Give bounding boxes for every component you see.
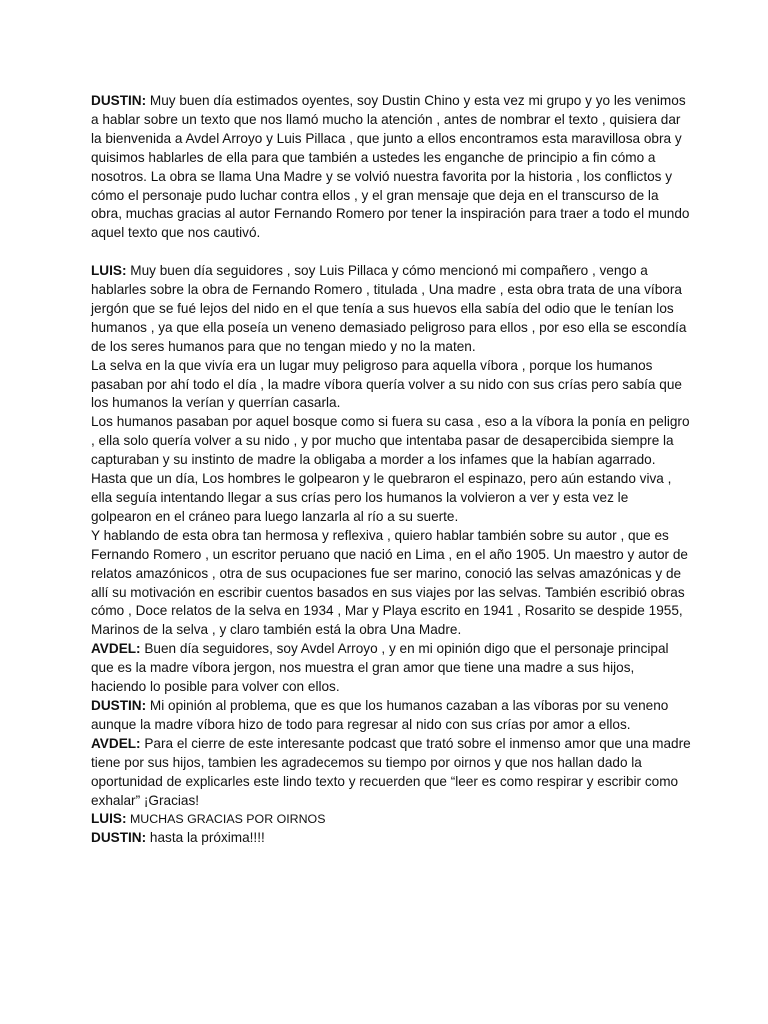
paragraph-humanos bbox=[91, 413, 691, 470]
paragraph-text: Hasta que un día, Los hombres le golpearon y le quebraron el espinazo, pero aún estando viva , ella seguía intentando llegar a sus crías pero los humanos la volvieron a ver y esta vez le golpearon en el cráneo para luego lanzarla al río a su suerte. bbox=[91, 471, 672, 524]
paragraph-selva bbox=[91, 357, 691, 414]
paragraph-text: Muy buen día estimados oyentes, soy Dustin Chino y esta vez mi grupo y yo les venimos a hablar sobre un texto que nos llamó mucho la atención , antes de nombrar el texto , quisiera dar la bienvenida a Avdel Arroyo y Luis Pillaca , que junto a ellos encontramos esta maravillosa obra y quisimos hablarles de ella para que también a ustedes les enganche de principio a fin cómo a nosotros. La obra se llama Una Madre y se volvió nuestra favorita por la historia , los conflictos y cómo el personaje pudo luchar contra ellos , y el gran mensaje que deja en el transcurso de la obra, muchas gracias al autor Fernando Romero por tener la inspiración para traer a todo el mundo aquel texto que nos cautivó. bbox=[91, 93, 690, 241]
paragraph-avdel-cierre bbox=[91, 735, 691, 811]
paragraph-text: hasta la próxima!!!! bbox=[146, 830, 265, 846]
speaker-label: LUIS: bbox=[91, 263, 127, 279]
speaker-label: DUSTIN: bbox=[91, 830, 147, 846]
paragraph-text: Muy buen día seguidores , soy Luis Pillaca y cómo mencionó mi compañero , vengo a hablarles sobre la obra de Fernando Romero , titulada , Una madre , esta obra trata de una víbora jergón que se fué lejos del nido en el que tenía a sus huevos ella sabía del odio que le tenían los humanos , ya que ella poseía un veneno demasiado peligroso para ellos , por eso ella se escondía de los seres humanos para que no tengan miedo y no la maten. bbox=[91, 263, 687, 354]
paragraph-text: MUCHAS GRACIAS POR OIRNOS bbox=[126, 812, 326, 827]
paragraph-text: Buen día seguidores, soy Avdel Arroyo , y en mi opinión digo que el personaje principal que es la madre víbora jergon, nos muestra el gran amor que tiene una madre a sus hijos, haciendo lo posible para volver con ellos. bbox=[91, 641, 669, 695]
paragraph-dustin-despedida bbox=[91, 829, 691, 848]
paragraph-autor bbox=[91, 527, 691, 640]
paragraph-avdel-opinion bbox=[91, 640, 691, 697]
paragraph-dustin-intro bbox=[91, 92, 691, 243]
paragraph-luis-gracias bbox=[91, 810, 691, 829]
speaker-label: AVDEL: bbox=[91, 735, 141, 751]
paragraph-text: Mi opinión al problema, que es que los humanos cazaban a las víboras por su veneno aunque la madre víbora hizo de todo para regresar al nido con sus crías por amor a ellos. bbox=[91, 697, 669, 732]
paragraph-text: Para el cierre de este interesante podcast que trató sobre el inmenso amor que una madre tiene por sus hijos, tambien les agradecemos su tiempo por oirnos y que nos hallan dado la oportunidad de explicarles este lindo texto y recuerden que “leer es como respirar y escribir como exhalar” ¡Gracias! bbox=[91, 735, 691, 808]
paragraph-text: La selva en la que vivía era un lugar muy peligroso para aquella víbora , porque los humanos pasaban por ahí todo el día , la madre víbora quería volver a su nido con sus crías pero sabía que los humanos la verían y querrían casarla. bbox=[91, 357, 682, 411]
speaker-label: AVDEL: bbox=[91, 641, 141, 657]
paragraph-text: Y hablando de esta obra tan hermosa y reflexiva , quiero hablar también sobre su autor , que es Fernando Romero , un escritor peruano que nació en Lima , en el año 1905. Un maestro y autor de relatos amazónicos , otra de sus ocupaciones fue ser marino, conoció las selvas amazónicas y de allí su motivación en escribir cuentos basados en sus viajes por las selvas. También escribió obras cómo , Doce relatos de la selva en 1934 , Mar y Playa escrito en 1941 , Rosarito se despide 1955, Marinos de la selva , y claro también está la obra Una Madre. bbox=[91, 527, 688, 638]
paragraph-luis-intro bbox=[91, 262, 691, 357]
paragraph-text: Los humanos pasaban por aquel bosque como si fuera su casa , eso a la víbora la ponía en peligro , ella solo quería volver a su nido , y por mucho que intentaba pasar de desapercibida siempre la capturaban y su instinto de madre la obligaba a morder a los infames que la habían agarrado. bbox=[91, 414, 690, 468]
paragraph-dustin-opinion bbox=[91, 697, 691, 735]
speaker-label: LUIS: bbox=[91, 811, 127, 827]
speaker-label: DUSTIN: bbox=[91, 93, 147, 108]
speaker-label: DUSTIN: bbox=[91, 697, 147, 713]
document-body bbox=[91, 92, 691, 848]
paragraph-hasta-que bbox=[91, 470, 691, 527]
